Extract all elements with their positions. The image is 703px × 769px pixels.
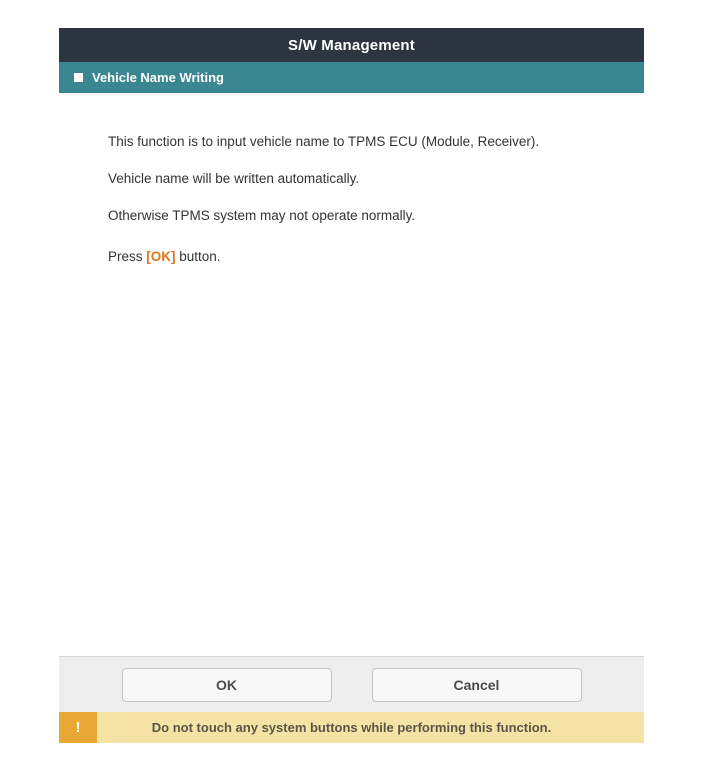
instruction-area — [59, 93, 644, 656]
page-title: S/W Management — [288, 36, 415, 54]
section-header — [59, 62, 644, 93]
press-ok-highlight: [OK] — [146, 249, 176, 264]
bullet-square-icon — [74, 73, 83, 82]
warning-exclamation-icon: ! — [59, 712, 97, 743]
sw-management-dialog — [59, 28, 644, 743]
instruction-line: Otherwise TPMS system may not operate normally. — [108, 208, 416, 223]
ok-button[interactable]: OK — [122, 668, 332, 702]
warning-bar — [59, 712, 644, 743]
section-title: Vehicle Name Writing — [92, 70, 224, 85]
press-instruction — [108, 250, 614, 264]
title-bar — [59, 28, 644, 62]
press-suffix: button. — [175, 249, 221, 264]
warning-message: Do not touch any system buttons while performing this function. — [97, 712, 644, 743]
button-footer — [59, 656, 644, 712]
instruction-line: This function is to input vehicle name to TPMS ECU (Module, Receiver). — [108, 134, 540, 149]
press-prefix: Press — [108, 249, 147, 264]
instruction-line: Vehicle name will be written automatically. — [108, 171, 360, 186]
cancel-button[interactable]: Cancel — [372, 668, 582, 702]
